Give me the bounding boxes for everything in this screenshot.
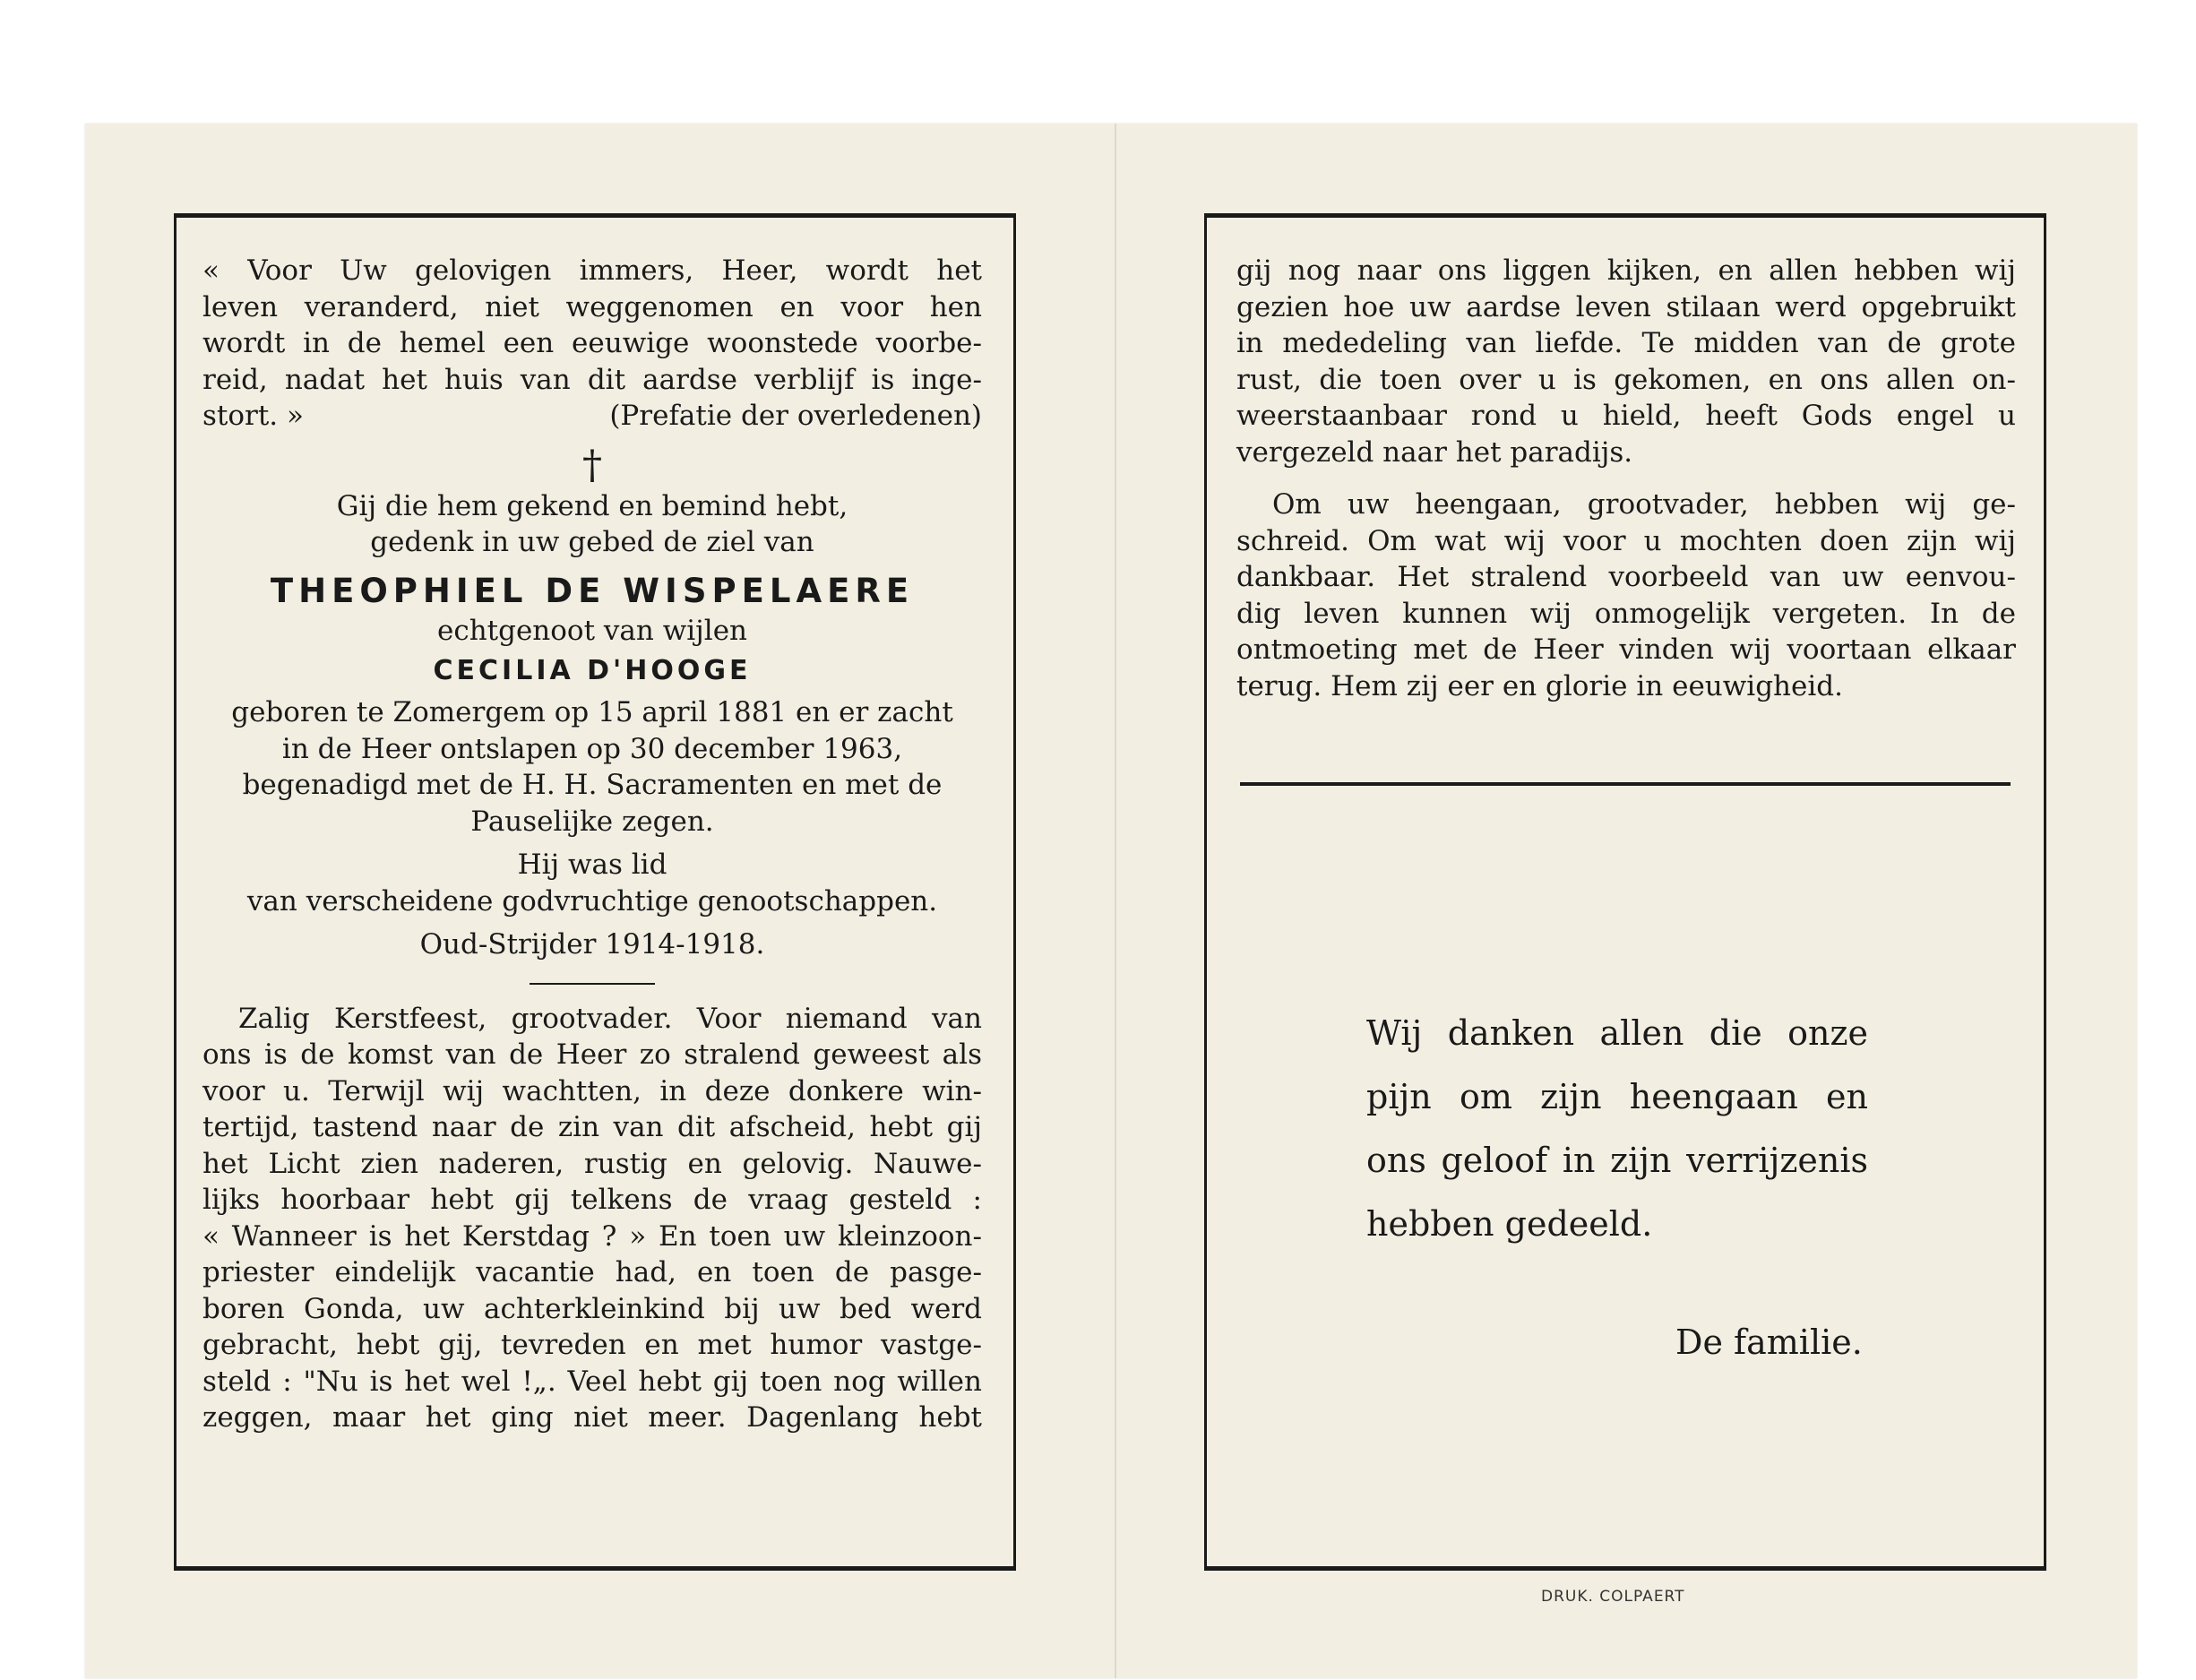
tribute-text <box>202 1001 982 1436</box>
veteran-line: Oud-Strijder 1914-1918. <box>419 928 765 961</box>
continuation-line: vergezeld naar het paradijs. <box>1236 435 1633 469</box>
tribute-line: lijks hoorbaar hebt gij telkens de vraag gesteld : <box>202 1184 982 1216</box>
quote-cite-row <box>202 398 982 435</box>
preface-quote <box>202 253 982 435</box>
birth-line: begenadigd met de H. H. Sacramenten en met de <box>242 769 943 801</box>
thanks-line: pijn om zijn heengaan en <box>1366 1077 1868 1116</box>
tribute-line: voor u. Terwijl wij wachtten, in deze donkere win- <box>202 1074 982 1107</box>
tribute-line: boren Gonda, uw achterkleinkind bij uw bed werd <box>202 1292 982 1325</box>
member-line: van verscheidene godvruchtige genootschappen. <box>246 884 938 918</box>
tribute-line: zeggen, maar het ging niet meer. Dagenlang hebt <box>202 1401 982 1434</box>
continuation-line: gij nog naar ons liggen kijken, en allen hebben wij <box>1236 254 2016 287</box>
printer-credit: DRUK. COLPAERT <box>1541 1588 1685 1606</box>
grief-line: Om uw heengaan, grootvader, hebben wij ge- <box>1272 488 2016 521</box>
tribute-line: ons is de komst van de Heer zo stralend geweest als <box>202 1038 982 1071</box>
quote-line: reid, nadat het huis van dit aardse verblijf is inge- <box>202 363 982 396</box>
tribute-line: steld : "Nu is het wel !„. Veel hebt gij toen nog willen <box>202 1365 982 1398</box>
right-panel-text <box>1236 253 2016 704</box>
grief-line: dig leven kunnen wij onmogelijk vergeten. In de <box>1236 597 2016 630</box>
grief-line: dankbaar. Het stralend voorbeeld van uw eenvou- <box>1236 561 2016 593</box>
spouse-prefix: echtgenoot van wijlen <box>436 615 748 647</box>
grief-line: terug. Hem zij eer en glorie in eeuwigheid. <box>1236 669 1843 702</box>
thanks-line: hebben gedeeld. <box>1366 1204 1653 1244</box>
grief-text <box>1236 487 2016 704</box>
thanks-line: ons geloof in zijn verrijzenis <box>1366 1141 1868 1180</box>
member-line: Hij was lid <box>517 849 667 881</box>
divider <box>530 983 655 985</box>
thanks-message <box>1366 1002 1868 1256</box>
thanks-line: Wij danken allen die onze <box>1366 1013 1868 1053</box>
tribute-line: « Wanneer is het Kerstdag ? » En toen uw kleinzoon- <box>202 1219 982 1253</box>
section-divider <box>1240 782 2011 786</box>
birth-line: geboren te Zomergem op 15 april 1881 en er zacht <box>231 696 953 728</box>
tribute-line: tertijd, tastend naar de zin van dit afscheid, hebt gij <box>202 1111 982 1143</box>
intro-line: Gij die hem gekend en bemind hebt, <box>336 489 848 522</box>
tribute-line: Zalig Kerstfeest, grootvader. Voor niemand van <box>238 1002 982 1035</box>
intro-line: gedenk in uw gebed de ziel van <box>370 526 814 558</box>
birth-line: in de Heer ontslapen op 30 december 1963, <box>281 732 903 765</box>
birth-line: Pauselijke zegen. <box>470 805 714 838</box>
tribute-line: priester eindelijk vacantie had, en toen de pasge- <box>202 1256 982 1288</box>
deceased-name: THEOPHIEL DE WISPELAERE <box>270 571 915 610</box>
left-panel-text <box>202 253 982 1436</box>
continuation-line: in mededeling van liefde. Te midden van de grote <box>1236 327 2016 359</box>
continuation-line: rust, die toen over u is gekomen, en ons allen on- <box>1236 363 2016 396</box>
spouse-name: CECILIA D'HOOGE <box>433 654 752 686</box>
tribute-line: gebracht, hebt gij, tevreden en met humor vastge- <box>202 1329 982 1361</box>
quote-source: (Prefatie der overledenen) <box>609 400 982 432</box>
signature: De familie. <box>1675 1322 1863 1362</box>
quote-line: stort. » <box>202 400 304 432</box>
tribute-line: het Licht zien naderen, rustig en gelovig. Nauwe- <box>202 1147 982 1180</box>
card-fold <box>1115 124 1116 1678</box>
grief-line: schreid. Om wat wij voor u mochten doen zijn wij <box>1236 524 2016 557</box>
continuation-line: gezien hoe uw aardse leven stilaan werd opgebruikt <box>1236 290 2016 323</box>
continuation-line: weerstaanbaar rond u hield, heeft Gods engel u <box>1236 400 2016 432</box>
cross-icon: † <box>582 442 602 488</box>
quote-line: leven veranderd, niet weggenomen en voor hen <box>202 290 982 323</box>
continuation-text <box>1236 253 2016 470</box>
grief-line: ontmoeting met de Heer vinden wij voortaan elkaar <box>1236 633 2016 666</box>
quote-line: « Voor Uw gelovigen immers, Heer, wordt het <box>202 254 982 287</box>
quote-line: wordt in de hemel een eeuwige woonstede voorbe- <box>202 327 982 359</box>
